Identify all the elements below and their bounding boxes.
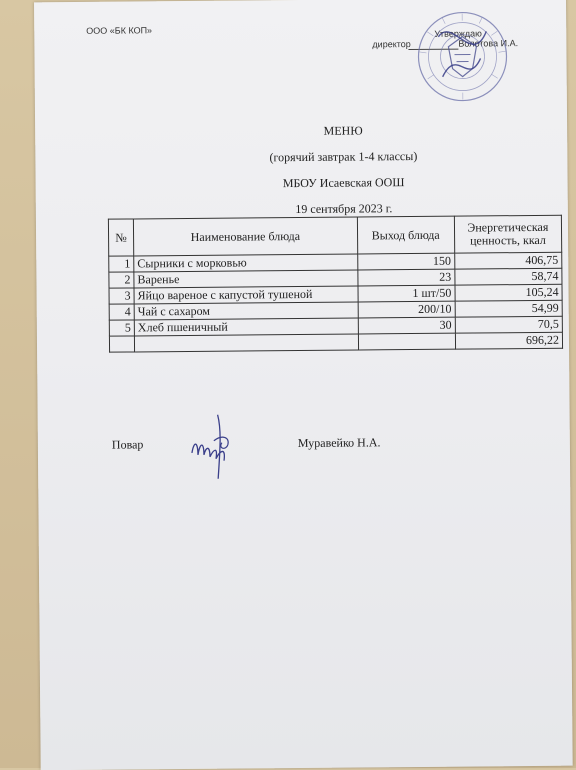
school-name: МБОУ Исаевская ООШ — [282, 175, 405, 191]
row-dish-name: Яйцо вареное с капустой тушеной — [134, 286, 358, 304]
total-empty-cell — [134, 334, 358, 352]
row-number: 3 — [109, 288, 134, 304]
document-page — [34, 0, 573, 770]
row-energy: 406,75 — [454, 252, 561, 269]
row-yield: 1 шт/50 — [358, 285, 455, 302]
row-yield: 200/10 — [358, 301, 455, 318]
menu-subtitle: (горячий завтрак 1-4 классы) — [269, 148, 418, 165]
header-number: № — [108, 219, 133, 256]
row-dish-name: Сырники с морковью — [134, 254, 358, 272]
approval-label: Утверждаю — [434, 28, 482, 39]
director-name: Волотова И.А. — [458, 38, 519, 49]
row-energy: 54,99 — [455, 300, 562, 317]
row-yield: 23 — [357, 269, 454, 286]
row-yield: 150 — [357, 253, 454, 270]
header-energy: Энергетическая ценность, ккал — [454, 215, 562, 253]
header-dish-name: Наименование блюда — [133, 217, 357, 256]
menu-table — [108, 215, 563, 353]
row-number: 2 — [109, 272, 134, 288]
row-energy: 58,74 — [455, 268, 562, 285]
total-empty-cell — [109, 336, 134, 352]
total-empty-cell — [358, 333, 455, 350]
director-label: директор — [372, 39, 411, 50]
total-energy: 696,22 — [455, 332, 562, 349]
row-number: 5 — [109, 320, 134, 336]
table-header-row — [108, 215, 561, 256]
organization-name: ООО «БК КОП» — [86, 25, 153, 36]
cook-name: Муравейко Н.А. — [297, 435, 381, 451]
row-number: 4 — [109, 304, 134, 320]
row-yield: 30 — [358, 317, 455, 334]
cook-signature-icon — [188, 411, 245, 481]
header-yield: Выход блюда — [357, 216, 455, 254]
row-energy: 70,5 — [455, 316, 562, 333]
table-total-row — [109, 332, 562, 352]
row-number: 1 — [109, 256, 134, 272]
menu-date: 19 сентября 2023 г. — [295, 201, 393, 217]
menu-title-block — [35, 115, 576, 224]
row-dish-name: Чай с сахаром — [134, 302, 358, 320]
menu-title: МЕНЮ — [323, 123, 363, 138]
cook-label: Повар — [111, 437, 144, 452]
row-energy: 105,24 — [455, 284, 562, 301]
official-stamp-icon — [412, 6, 513, 107]
row-dish-name: Варенье — [134, 270, 358, 288]
row-dish-name: Хлеб пшеничный — [134, 318, 358, 336]
